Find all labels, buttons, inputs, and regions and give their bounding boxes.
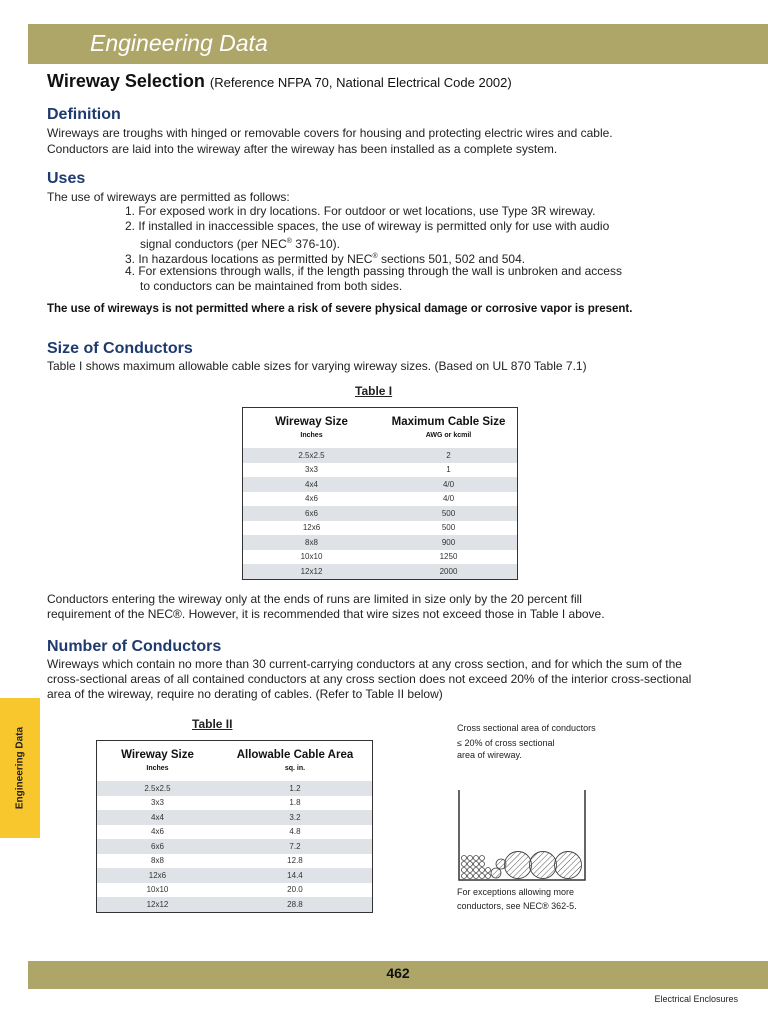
wireway-size-cell: 12x12 (97, 897, 218, 912)
table-row (243, 477, 518, 492)
value-cell: 3.2 (218, 810, 373, 825)
wireway-size-cell: 6x6 (243, 506, 381, 521)
side-tab-label: Engineering Data (14, 726, 26, 810)
value-cell: 4/0 (442, 494, 455, 504)
wireway-size-cell: 10x10 (146, 885, 169, 895)
wireway-cross-section-diagram (455, 788, 591, 884)
table-row (243, 448, 518, 463)
table-row (97, 883, 373, 898)
small-conductor (468, 868, 473, 873)
size-after-line-1: Conductors entering the wireway only at the ends of runs are limited in size only by the 20 percent fill (47, 592, 582, 606)
small-conductor (486, 874, 491, 879)
number-line-1: Wireways which contain no more than 30 current-carrying conductors at any cross section, and for which the sum of the (47, 657, 682, 671)
uses-intro: The use of wireways are permitted as follows: (47, 190, 290, 204)
small-conductor (480, 856, 485, 861)
small-conductor (462, 862, 467, 867)
footer-section-label: Electrical Enclosures (654, 994, 738, 1004)
wireway-size-cell: 12x12 (243, 564, 381, 579)
table1-caption: Table I (355, 384, 393, 398)
value-cell: 1.2 (218, 781, 373, 796)
table-row (97, 796, 373, 811)
size-heading: Size of Conductors (47, 340, 193, 357)
uses-item-3-a: 3. In hazardous locations as permitted by NEC (125, 252, 373, 266)
value-cell: 900 (380, 535, 518, 550)
page-number: 462 (386, 965, 410, 981)
value-cell: 14.4 (218, 868, 373, 883)
wireway-size-cell: 2.5x2.5 (243, 448, 381, 463)
table1-col1-header (243, 408, 381, 445)
wireway-size-cell: 3x3 (151, 798, 164, 808)
table-row (243, 535, 518, 550)
uses-item-2-cont-b: 376-10). (295, 237, 340, 251)
wireway-size-cell: 4x6 (305, 494, 318, 504)
small-conductor (468, 874, 473, 879)
table2-caption: Table II (192, 717, 233, 731)
uses-heading: Uses (47, 170, 86, 187)
table2-col1-header (97, 741, 218, 778)
table-row (243, 564, 518, 579)
registered-mark: ® (372, 253, 378, 260)
table1-col1-title: Wireway Size (275, 416, 348, 428)
small-conductor (462, 874, 467, 879)
wireway-size-cell: 10x10 (300, 552, 323, 562)
table-row (97, 825, 373, 840)
wireway-size-cell: 12x6 (302, 523, 321, 533)
side-tab (0, 698, 40, 838)
uses-item-2-cont-a: signal conductors (per NEC (140, 237, 287, 251)
value-cell: 4.8 (289, 827, 301, 837)
small-conductors (462, 856, 491, 879)
table2-col1-unit: Inches (146, 765, 169, 772)
value-cell: 1.8 (289, 798, 301, 808)
diagram-caption-line-3: area of wireway. (457, 750, 522, 760)
large-conductors (505, 852, 582, 879)
table1-col2-header (380, 408, 518, 445)
table-row (243, 506, 518, 521)
size-intro: Table I shows maximum allowable cable sizes for varying wireway sizes. (Based on UL 870 Table 7.1) (47, 359, 587, 373)
wireway-size-cell: 12x6 (97, 868, 218, 883)
table2-col1-title: Wireway Size (121, 749, 194, 761)
medium-conductors (491, 859, 506, 878)
value-cell: 500 (441, 523, 456, 533)
page-heading (47, 71, 512, 92)
wireway-size-cell: 2.5x2.5 (97, 781, 218, 796)
small-conductor (474, 874, 479, 879)
number-line-2: cross-sectional areas of all contained conductors at any cross section does not exceed 20% of the interior cross-sectional (47, 672, 692, 686)
table-row (97, 810, 373, 825)
page-reference: (Reference NFPA 70, National Electrical Code 2002) (209, 75, 512, 90)
value-cell: 1 (446, 465, 451, 475)
table-row (243, 492, 518, 507)
table-row (97, 781, 373, 796)
table2-col2-title: Allowable Cable Area (236, 749, 354, 761)
value-cell: 28.8 (218, 897, 373, 912)
small-conductor (480, 874, 485, 879)
table2-col2-header (218, 741, 373, 778)
wireway-size-cell: 4x4 (243, 477, 381, 492)
number-line-3: area of the wireway, require no derating of cables. (Refer to Table II below) (47, 687, 443, 701)
uses-note: The use of wireways is not permitted where a risk of severe physical damage or corrosive vapor is present. (47, 303, 633, 315)
value-cell: 7.2 (218, 839, 373, 854)
table-row (97, 897, 373, 912)
uses-item-1: 1. For exposed work in dry locations. For outdoor or wet locations, use Type 3R wireway. (125, 204, 596, 218)
small-conductor (474, 856, 479, 861)
size-after-line-2: requirement of the NEC®. However, it is recommended that wire sizes not exceed those in Table I above. (47, 607, 605, 621)
number-heading: Number of Conductors (47, 638, 222, 655)
wireway-size-cell: 4x6 (151, 827, 164, 837)
small-conductor (462, 868, 467, 873)
small-conductor (462, 856, 467, 861)
value-cell: 1250 (439, 552, 458, 562)
registered-mark: ® (286, 238, 292, 245)
table2 (96, 740, 373, 913)
wireway-size-cell: 8x8 (151, 856, 164, 866)
diagram-caption-line-1: Cross sectional area of conductors (457, 723, 596, 733)
wireway-size-cell: 4x4 (97, 810, 218, 825)
footer-bar (28, 961, 768, 989)
small-conductor (486, 868, 491, 873)
small-conductor (468, 862, 473, 867)
table1-col2-unit: AWG or kcmil (425, 432, 472, 439)
definition-line-1: Wireways are troughs with hinged or removable covers for housing and protecting electric wires and cable. (47, 126, 613, 140)
small-conductor (480, 868, 485, 873)
large-conductor (505, 852, 532, 879)
value-cell: 4/0 (380, 477, 518, 492)
diagram-footnote-line-1: For exceptions allowing more (457, 887, 575, 897)
value-cell: 2000 (380, 564, 518, 579)
wireway-size-cell: 8x8 (243, 535, 381, 550)
small-conductor (474, 862, 479, 867)
table1-col2-title: Maximum Cable Size (391, 416, 506, 428)
wireway-size-cell: 6x6 (97, 839, 218, 854)
definition-heading: Definition (47, 106, 121, 123)
uses-item-2: 2. If installed in inaccessible spaces, the use of wireway is permitted only for use with audio (125, 219, 610, 233)
table1-col1-unit: Inches (300, 432, 323, 439)
table-row (243, 550, 518, 565)
value-cell: 500 (380, 506, 518, 521)
uses-item-4: 4. For extensions through walls, if the length passing through the wall is unbroken and access (125, 264, 622, 278)
medium-conductor (491, 868, 501, 878)
diagram-footnote-line-2: conductors, see NEC® 362-5. (457, 901, 577, 911)
table2-col2-unit: sq. in. (284, 765, 306, 772)
uses-item-4-cont: to conductors can be maintained from both sides. (140, 279, 403, 293)
large-conductor (530, 852, 557, 879)
wireway-size-cell: 3x3 (305, 465, 318, 475)
value-cell: 12.8 (287, 856, 303, 866)
small-conductor (480, 862, 485, 867)
page-title: Wireway Selection (47, 71, 205, 91)
table-row (243, 521, 518, 536)
table-row (97, 839, 373, 854)
large-conductor (555, 852, 582, 879)
table-row (243, 463, 518, 478)
small-conductor (474, 868, 479, 873)
uses-item-3-b: sections 501, 502 and 504. (380, 252, 526, 266)
header-bar (28, 24, 768, 64)
diagram-caption-line-2: ≤ 20% of cross sectional (457, 738, 555, 748)
value-cell: 20.0 (287, 885, 303, 895)
header-title: Engineering Data (90, 30, 268, 56)
table-row (97, 854, 373, 869)
table1 (242, 407, 518, 580)
table-row (97, 868, 373, 883)
definition-line-2: Conductors are laid into the wireway after the wireway has been installed as a complete system. (47, 142, 558, 156)
small-conductor (468, 856, 473, 861)
value-cell: 2 (380, 448, 518, 463)
